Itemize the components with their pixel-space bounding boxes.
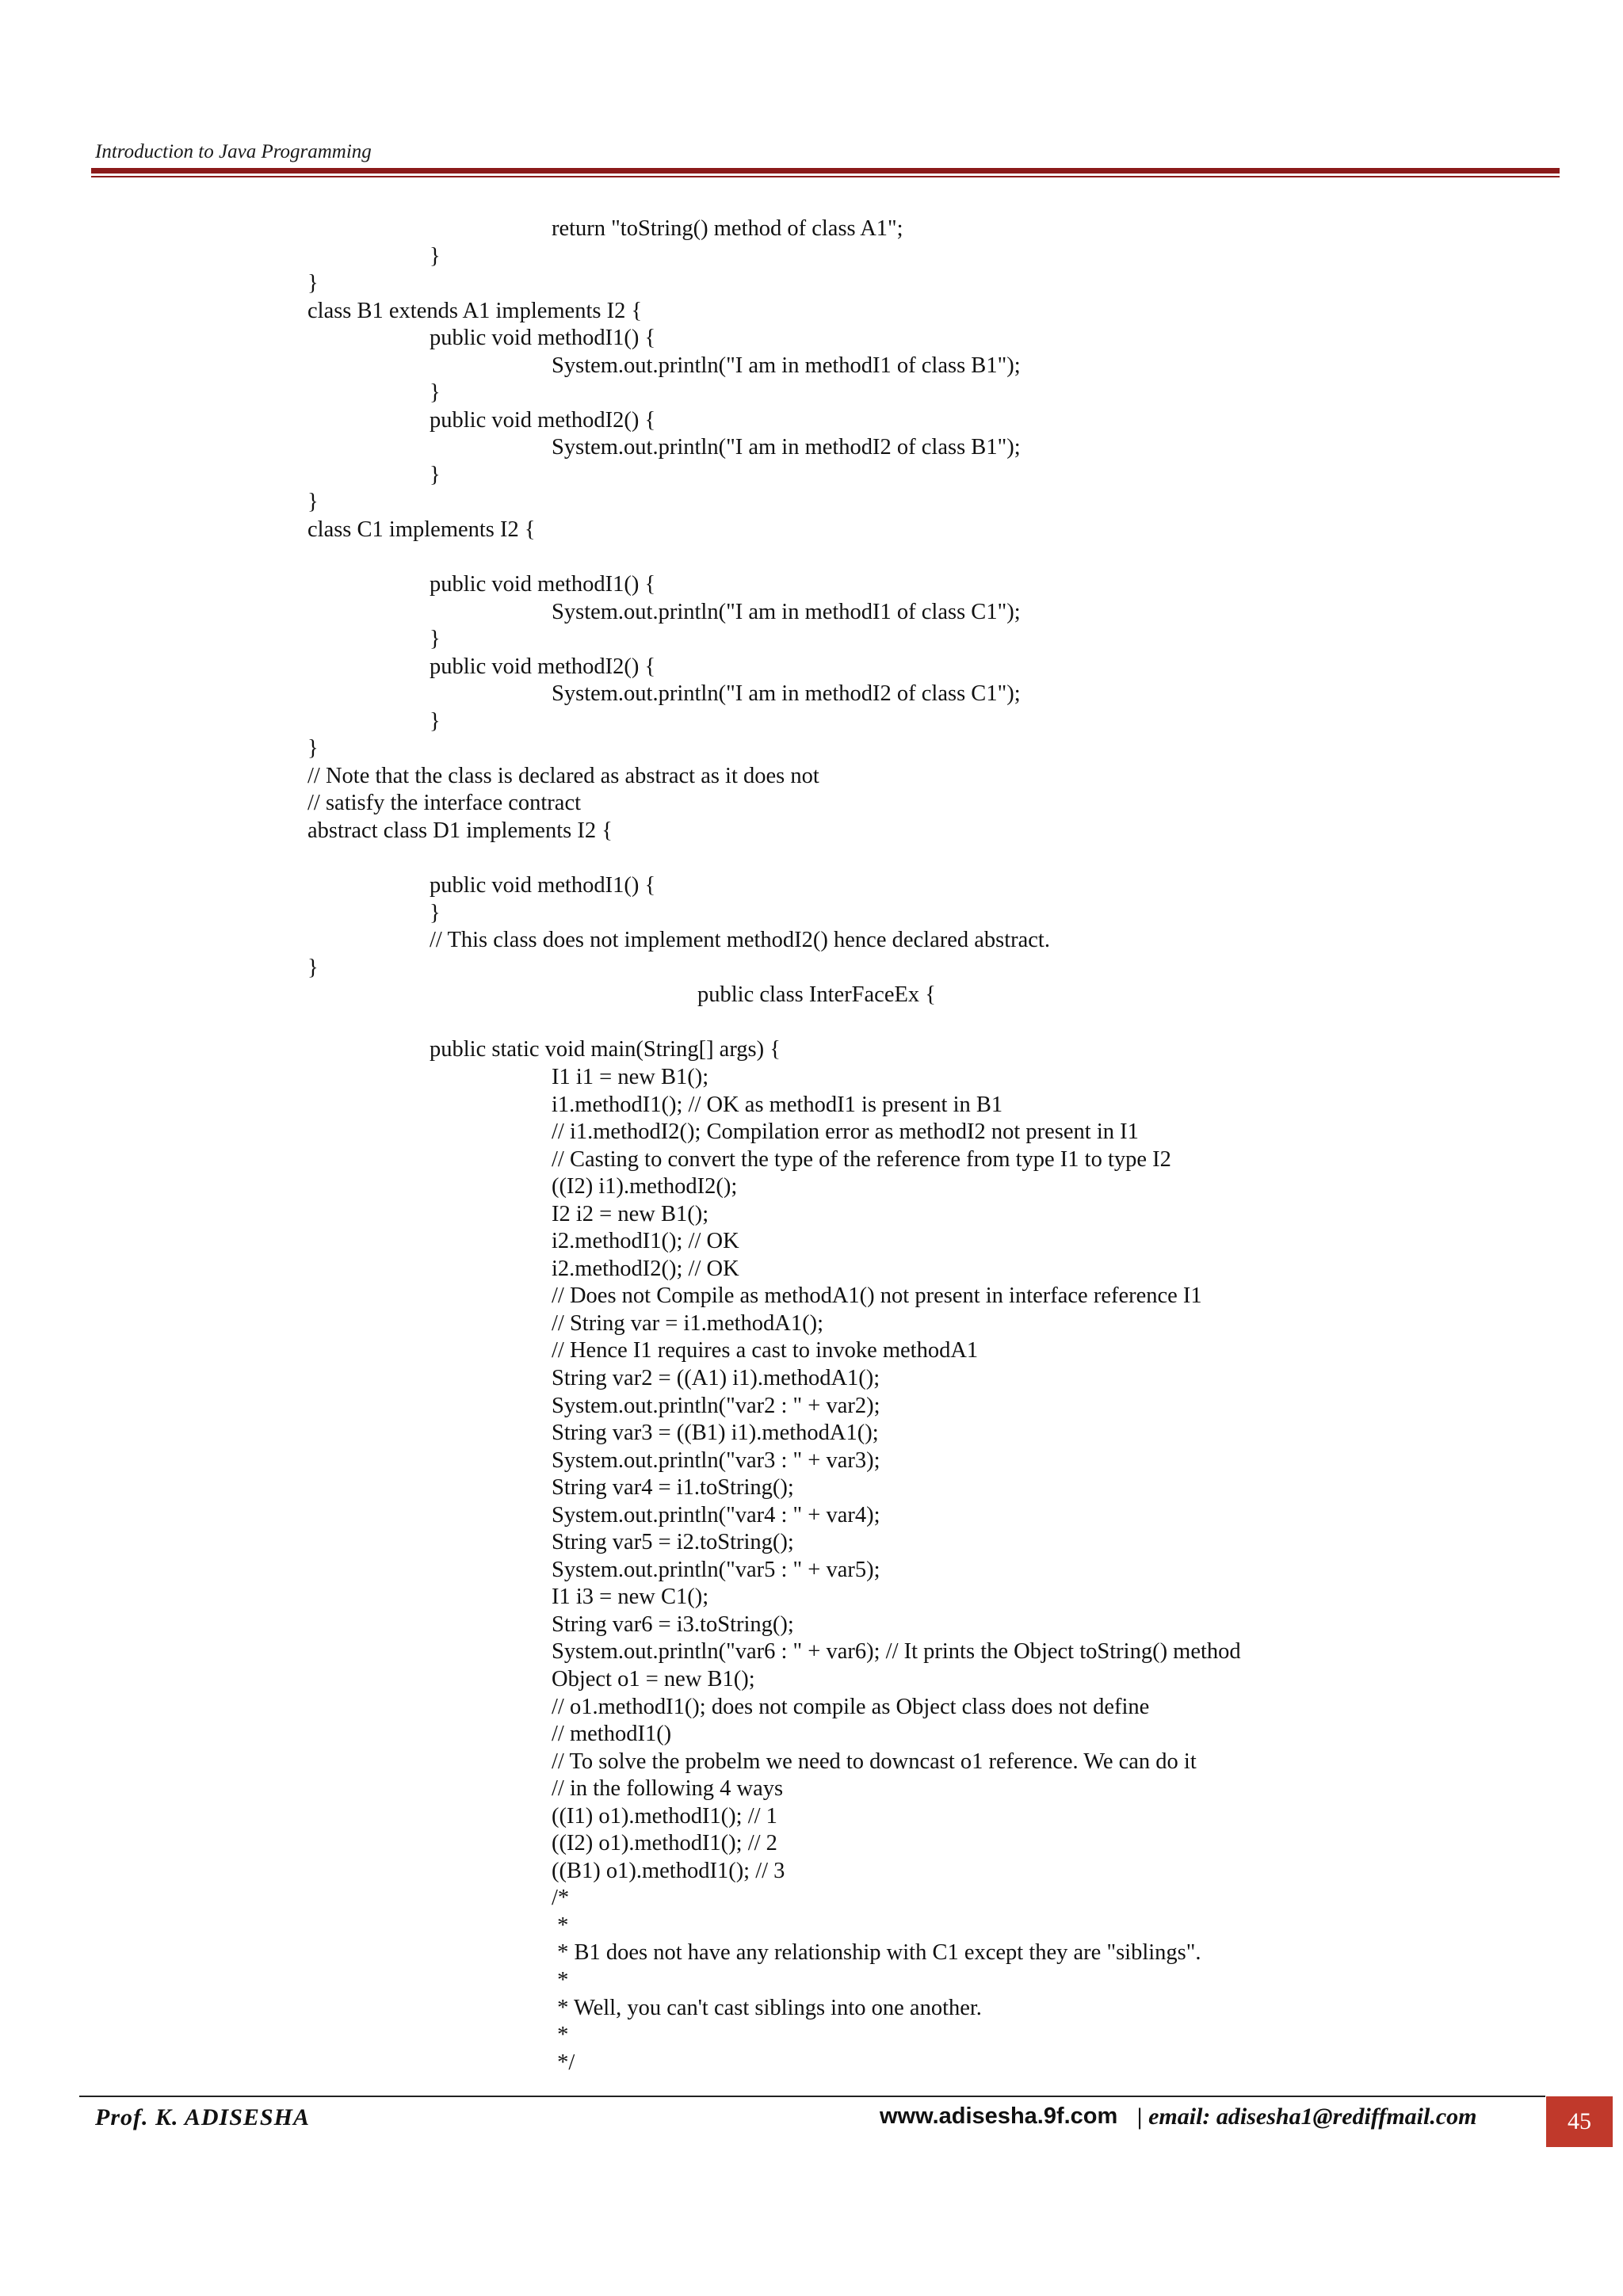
code-line	[0, 1666, 1623, 1694]
code-line	[0, 1749, 1623, 1776]
code-line-text: }	[430, 243, 441, 269]
code-line	[0, 1721, 1623, 1749]
code-line-text: System.out.println("I am in methodI1 of class B1");	[552, 353, 1021, 378]
code-line	[0, 1337, 1623, 1365]
code-line	[0, 1009, 1623, 1037]
code-line-text: */	[552, 2050, 575, 2075]
code-line	[0, 243, 1623, 271]
code-line	[0, 1803, 1623, 1831]
code-line	[0, 1474, 1623, 1502]
code-line-text: // o1.methodI1(); does not compile as Object class does not define	[552, 1694, 1150, 1719]
code-line-text: public void methodI2() {	[430, 654, 656, 679]
code-line-text: System.out.println("var6 : " + var6); // It prints the Object toString() method	[552, 1639, 1241, 1665]
code-line-text: i2.methodI2(); // OK	[552, 1256, 739, 1281]
code-line-text: }	[307, 490, 319, 515]
code-line	[0, 927, 1623, 955]
code-listing	[0, 215, 1623, 2077]
code-line-text: ((I1) o1).methodI1(); // 1	[552, 1803, 777, 1829]
code-line	[0, 1584, 1623, 1611]
code-line	[0, 270, 1623, 298]
code-line	[0, 1775, 1623, 1803]
code-line	[0, 1420, 1623, 1447]
header-rule	[91, 168, 1560, 174]
code-line	[0, 1283, 1623, 1310]
code-line-text: String var3 = ((B1) i1).methodA1();	[552, 1421, 879, 1446]
code-line	[0, 1146, 1623, 1174]
page-number-badge: 45	[1546, 2096, 1613, 2147]
code-line	[0, 1913, 1623, 1940]
code-line	[0, 1995, 1623, 2023]
running-header-title: Introduction to Java Programming	[95, 141, 372, 162]
footer-email: | email: adisesha1@rediffmail.com	[1137, 2103, 1477, 2130]
code-line	[0, 489, 1623, 517]
footer-website: www.adisesha.9f.com	[880, 2103, 1118, 2129]
code-line	[0, 900, 1623, 928]
code-line	[0, 1064, 1623, 1092]
code-line	[0, 955, 1623, 982]
code-line-text: }	[430, 380, 441, 406]
code-line-text: System.out.println("var5 : " + var5);	[552, 1557, 880, 1582]
code-line	[0, 215, 1623, 243]
code-line-text: *	[552, 1913, 569, 1938]
code-line	[0, 1201, 1623, 1229]
code-line	[0, 1036, 1623, 1064]
footer-author: Prof. K. ADISESHA	[95, 2104, 310, 2130]
code-line-text: System.out.println("var4 : " + var4);	[552, 1502, 880, 1527]
code-line	[0, 1939, 1623, 1967]
code-line-text: public static void main(String[] args) {	[430, 1037, 781, 1062]
code-line	[0, 2022, 1623, 2050]
code-line	[0, 1502, 1623, 1530]
code-line	[0, 325, 1623, 353]
code-line	[0, 845, 1623, 873]
code-line-text: // Note that the class is declared as abstract as it does not	[307, 763, 819, 788]
code-line	[0, 1830, 1623, 1858]
code-line-text: *	[552, 2023, 569, 2048]
code-line	[0, 1173, 1623, 1201]
code-line	[0, 1447, 1623, 1475]
code-line-text: // in the following 4 ways	[552, 1776, 784, 1802]
code-line-text: // Casting to convert the type of the reference from type I1 to type I2	[552, 1146, 1171, 1172]
code-line	[0, 1228, 1623, 1256]
code-line	[0, 379, 1623, 407]
code-line	[0, 544, 1623, 572]
code-line-text: class C1 implements I2 {	[307, 517, 536, 543]
code-line	[0, 872, 1623, 900]
code-line-text: }	[430, 708, 441, 734]
code-line-text: System.out.println("I am in methodI2 of class B1");	[552, 435, 1021, 460]
code-line	[0, 571, 1623, 599]
code-line-text: public void methodI1() {	[430, 873, 656, 898]
code-line-text: String var4 = i1.toString();	[552, 1475, 794, 1501]
code-line	[0, 1310, 1623, 1338]
code-line-text: }	[430, 627, 441, 652]
code-line-text: }	[307, 955, 319, 980]
code-line-text: I1 i3 = new C1();	[552, 1585, 709, 1610]
code-line	[0, 2050, 1623, 2077]
code-line-text: String var5 = i2.toString();	[552, 1530, 794, 1555]
code-line-text: public class InterFaceEx {	[697, 982, 936, 1008]
code-line-text: // This class does not implement methodI2() hence declared abstract.	[430, 928, 1050, 953]
code-line-text: I1 i1 = new B1();	[552, 1064, 709, 1089]
code-line	[0, 1611, 1623, 1639]
code-line	[0, 1393, 1623, 1421]
code-line-text: public void methodI1() {	[430, 572, 656, 597]
code-line	[0, 1256, 1623, 1283]
code-line-text: return "toString() method of class A1";	[552, 216, 903, 241]
code-line	[0, 790, 1623, 818]
code-line	[0, 1694, 1623, 1722]
code-line-text: String var2 = ((A1) i1).methodA1();	[552, 1365, 880, 1390]
code-line-text: * B1 does not have any relationship with C1 except they are "siblings".	[552, 1940, 1201, 1966]
code-line	[0, 434, 1623, 462]
code-line	[0, 517, 1623, 544]
code-line	[0, 462, 1623, 490]
code-line-text: /*	[552, 1886, 570, 1911]
code-line	[0, 818, 1623, 845]
code-line	[0, 1885, 1623, 1913]
code-line-text: * Well, you can't cast siblings into one another.	[552, 1995, 982, 2020]
code-line-text: i2.methodI1(); // OK	[552, 1229, 739, 1254]
code-line	[0, 1557, 1623, 1585]
code-line-text: Object o1 = new B1();	[552, 1666, 755, 1691]
code-line	[0, 1529, 1623, 1557]
code-line	[0, 735, 1623, 763]
code-line-text: ((I2) i1).methodI2();	[552, 1174, 738, 1199]
code-line	[0, 599, 1623, 627]
code-line	[0, 1365, 1623, 1393]
code-line-text: }	[430, 900, 441, 925]
code-line-text: *	[552, 1968, 569, 1993]
code-line-text: ((I2) o1).methodI1(); // 2	[552, 1831, 777, 1856]
code-line-text: public void methodI2() {	[430, 407, 656, 433]
footer-rule	[79, 2096, 1545, 2097]
code-line	[0, 708, 1623, 736]
code-line-text: i1.methodI1(); // OK as methodI1 is present in B1	[552, 1092, 1003, 1117]
code-line-text: abstract class D1 implements I2 {	[307, 818, 613, 844]
code-line	[0, 1638, 1623, 1666]
code-line	[0, 654, 1623, 681]
code-line	[0, 1858, 1623, 1886]
code-line	[0, 763, 1623, 791]
code-line-text: I2 i2 = new B1();	[552, 1201, 709, 1226]
code-line-text: // i1.methodI2(); Compilation error as methodI2 not present in I1	[552, 1119, 1139, 1145]
code-line-text: System.out.println("I am in methodI2 of class C1");	[552, 681, 1021, 707]
code-line-text: class B1 extends A1 implements I2 {	[307, 298, 643, 323]
code-line-text: // String var = i1.methodA1();	[552, 1310, 823, 1336]
code-line-text: String var6 = i3.toString();	[552, 1611, 794, 1637]
code-line-text: System.out.println("var3 : " + var3);	[552, 1447, 880, 1473]
code-line	[0, 982, 1623, 1009]
code-line	[0, 1119, 1623, 1146]
code-line	[0, 353, 1623, 380]
code-line-text: // methodI1()	[552, 1722, 672, 1747]
code-line-text: System.out.println("I am in methodI1 of class C1");	[552, 599, 1021, 624]
code-line	[0, 1092, 1623, 1119]
code-line-text: System.out.println("var2 : " + var2);	[552, 1393, 880, 1418]
code-line-text: ((B1) o1).methodI1(); // 3	[552, 1858, 785, 1883]
code-line-text: // satisfy the interface contract	[307, 791, 582, 816]
code-line	[0, 407, 1623, 435]
code-line	[0, 681, 1623, 708]
code-line	[0, 626, 1623, 654]
header-rule-thin	[91, 176, 1560, 177]
code-line-text: }	[430, 462, 441, 487]
code-line	[0, 1967, 1623, 1995]
code-line-text: public void methodI1() {	[430, 326, 656, 351]
code-line-text: // Hence I1 requires a cast to invoke methodA1	[552, 1338, 979, 1363]
code-line-text: // To solve the probelm we need to downcast o1 reference. We can do it	[552, 1749, 1197, 1774]
code-line-text: // Does not Compile as methodA1() not present in interface reference I1	[552, 1283, 1202, 1309]
code-line-text: }	[307, 736, 319, 761]
code-line	[0, 298, 1623, 326]
code-line-text: }	[307, 271, 319, 296]
